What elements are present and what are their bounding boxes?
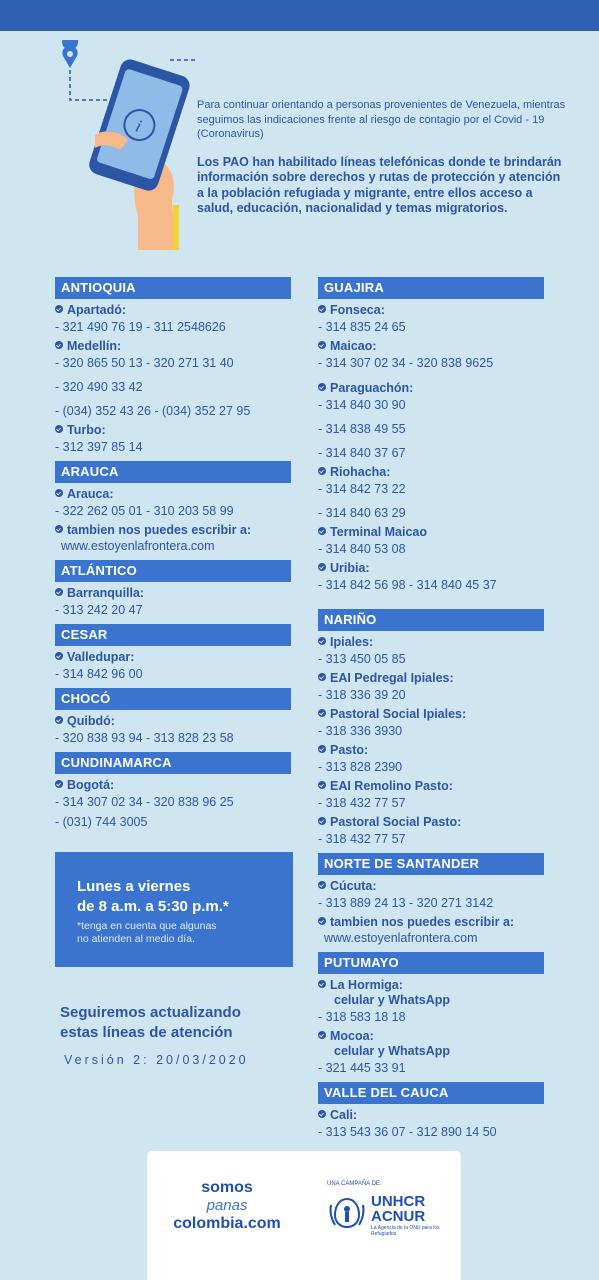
phone-number[interactable]: - 314 840 37 67 [318, 446, 406, 460]
check-circle-icon [55, 525, 63, 533]
phone-number[interactable]: - 318 583 18 18 [318, 1010, 406, 1024]
location-name: Pastoral Social Ipiales: [318, 707, 544, 722]
check-circle-icon [318, 341, 326, 349]
unhcr-logo[interactable]: UNA CAMPAÑA DE: UNHCR ACNUR La Agencia de la ONU para los Refugiados [327, 1181, 440, 1237]
phone-number[interactable]: - 318 432 77 57 [318, 832, 406, 846]
phone-number[interactable]: - 314 838 49 55 [318, 422, 406, 436]
phone-number[interactable]: - 318 336 39 20 [318, 688, 406, 702]
region-header: GUAJIRA [318, 277, 544, 299]
check-circle-icon [318, 980, 326, 988]
phone-number[interactable]: - (031) 744 3005 [55, 815, 148, 829]
phone-number[interactable]: - 318 336 3930 [318, 724, 403, 738]
phone-number[interactable]: - 313 828 2390 [318, 760, 403, 774]
unhcr-subtitle: La Agencia de la ONU para los Refugiados [371, 1225, 440, 1237]
check-circle-icon [318, 745, 326, 753]
region-choco [55, 688, 291, 746]
check-circle-icon [55, 489, 63, 497]
location-name: Barranquilla: [55, 586, 291, 601]
check-circle-icon [318, 917, 326, 925]
phone-number[interactable]: - 312 397 85 14 [55, 440, 143, 454]
location-name: La Hormiga: [318, 978, 544, 993]
phone-number[interactable]: - 313 242 20 47 [55, 603, 143, 617]
check-circle-icon [318, 673, 326, 681]
location-name: Terminal Maicao [318, 525, 544, 540]
location-name: Valledupar: [55, 650, 291, 665]
check-circle-icon [318, 467, 326, 475]
office-hours-note: *tenga en cuenta que algunas no atienden al medio día. [77, 920, 217, 945]
location-subtitle: celular y WhatsApp [334, 1044, 450, 1058]
phone-number[interactable]: - 313 543 36 07 - 312 890 14 50 [318, 1125, 497, 1139]
region-antioquia [55, 277, 291, 455]
location-name: Fonseca: [318, 303, 544, 318]
footer-logos [147, 1151, 461, 1280]
location-name: Pastoral Social Pasto: [318, 815, 544, 830]
location-name: Bogotá: [55, 778, 291, 793]
check-circle-icon [318, 637, 326, 645]
location-name: EAI Remolino Pasto: [318, 779, 544, 794]
region-header: VALLE DEL CAUCA [318, 1082, 544, 1104]
location-name: Maicao: [318, 339, 544, 354]
region-cundinamarca [55, 752, 291, 830]
location-name: Mocoa: [318, 1029, 544, 1044]
left-column [55, 277, 291, 836]
phone-number[interactable]: - 314 835 24 65 [318, 320, 406, 334]
check-circle-icon [318, 527, 326, 535]
check-circle-icon [318, 563, 326, 571]
intro-text [197, 98, 567, 217]
location-name: Pasto: [318, 743, 544, 758]
location-name: Apartadó: [55, 303, 291, 318]
phone-hand-illustration [50, 40, 195, 250]
region-narino [318, 609, 544, 847]
somos-panas-logo[interactable]: somos panas colombia.com [173, 1179, 281, 1232]
intro-paragraph-1: Para continuar orientando a personas provenientes de Venezuela, mientras seguimos las indicaciones frente al riesgo de contagio por el Covid - 19 (Coronavirus) [197, 99, 566, 140]
location-name: Riohacha: [318, 465, 544, 480]
check-circle-icon [318, 709, 326, 717]
region-putumayo [318, 952, 544, 1076]
version-label: Versión 2: 20/03/2020 [64, 1053, 249, 1067]
location-name: Quibdó: [55, 714, 291, 729]
check-circle-icon [55, 716, 63, 724]
region-header: CESAR [55, 624, 291, 646]
check-circle-icon [55, 780, 63, 788]
unhcr-name: UNHCR ACNUR [371, 1193, 426, 1225]
phone-number[interactable]: - 314 840 63 29 [318, 506, 406, 520]
phone-number[interactable]: - 321 490 76 19 - 311 2548626 [55, 320, 226, 334]
office-hours: Lunes a viernes de 8 a.m. a 5:30 p.m.* [77, 878, 229, 915]
website-link[interactable]: www.estoyenlafrontera.com [324, 931, 478, 945]
phone-number[interactable]: - 320 865 50 13 - 320 271 31 40 [55, 356, 234, 370]
location-name: tambien nos puedes escribir a: [55, 523, 291, 538]
unhcr-emblem-icon [327, 1195, 367, 1231]
location-name: Paraguachón: [318, 381, 544, 396]
check-circle-icon [318, 1110, 326, 1118]
location-name: tambien nos puedes escribir a: [318, 915, 544, 930]
phone-number[interactable]: - 313 889 24 13 - 320 271 3142 [318, 896, 494, 910]
phone-number[interactable]: - 320 490 33 42 [55, 380, 143, 394]
location-name: Turbo: [55, 423, 291, 438]
check-circle-icon [318, 817, 326, 825]
region-header: CHOCÓ [55, 688, 291, 710]
phone-number[interactable]: - 314 842 96 00 [55, 667, 143, 681]
phone-number[interactable]: - 314 840 53 08 [318, 542, 406, 556]
top-bar [0, 0, 599, 31]
location-name: Medellín: [55, 339, 291, 354]
check-circle-icon [318, 781, 326, 789]
website-link[interactable]: www.estoyenlafrontera.com [61, 539, 215, 553]
check-circle-icon [55, 341, 63, 349]
right-column [318, 277, 544, 1146]
region-header: ANTIOQUIA [55, 277, 291, 299]
phone-number[interactable]: - 322 262 05 01 - 310 203 58 99 [55, 504, 234, 518]
phone-number[interactable]: - 320 838 93 94 - 313 828 23 58 [55, 731, 234, 745]
check-circle-icon [318, 1031, 326, 1039]
intro-paragraph-2: Los PAO han habilitado líneas telefónicas donde te brindarán información sobre derechos y rutas de protección y atención a la población refugiada y migrante, entre ellos acceso a salud, educación, nacionalidad y temas migratorios. [197, 154, 562, 215]
region-norte-de-santander [318, 853, 544, 946]
location-name: Uribia: [318, 561, 544, 576]
check-circle-icon [55, 588, 63, 596]
location-subtitle: celular y WhatsApp [334, 993, 450, 1007]
phone-number[interactable]: - 313 450 05 85 [318, 652, 406, 666]
location-name: EAI Pedregal Ipiales: [318, 671, 544, 686]
phone-number[interactable]: - 314 842 56 98 - 314 840 45 37 [318, 578, 497, 592]
check-circle-icon [55, 652, 63, 660]
region-header: NORTE DE SANTANDER [318, 853, 544, 875]
region-header: ARAUCA [55, 461, 291, 483]
update-message: Seguiremos actualizando estas líneas de atención [60, 1004, 241, 1041]
check-circle-icon [318, 881, 326, 889]
svg-text:i: i [133, 115, 145, 137]
location-name: Ipiales: [318, 635, 544, 650]
phone-number[interactable]: - 314 307 02 34 - 320 838 9625 [318, 356, 494, 370]
phone-number[interactable]: - 321 445 33 91 [318, 1061, 406, 1075]
region-header: CUNDINAMARCA [55, 752, 291, 774]
phone-number[interactable]: - 314 842 73 22 [318, 482, 406, 496]
location-name: Arauca: [55, 487, 291, 502]
region-guajira [318, 277, 544, 593]
region-cesar [55, 624, 291, 682]
region-valle-del-cauca [318, 1082, 544, 1140]
phone-number[interactable]: - 318 432 77 57 [318, 796, 406, 810]
phone-number[interactable]: - 314 307 02 34 - 320 838 96 25 [55, 795, 234, 809]
location-name: Cali: [318, 1108, 544, 1123]
region-header: NARIÑO [318, 609, 544, 631]
phone-number[interactable]: - (034) 352 43 26 - (034) 352 27 95 [55, 404, 251, 418]
check-circle-icon [55, 425, 63, 433]
region-arauca [55, 461, 291, 554]
region-header: ATLÁNTICO [55, 560, 291, 582]
check-circle-icon [318, 383, 326, 391]
region-header: PUTUMAYO [318, 952, 544, 974]
phone-number[interactable]: - 314 840 30 90 [318, 398, 406, 412]
location-name: Cúcuta: [318, 879, 544, 894]
region-atlantico [55, 560, 291, 618]
check-circle-icon [318, 305, 326, 313]
office-hours-box [55, 852, 293, 967]
check-circle-icon [55, 305, 63, 313]
